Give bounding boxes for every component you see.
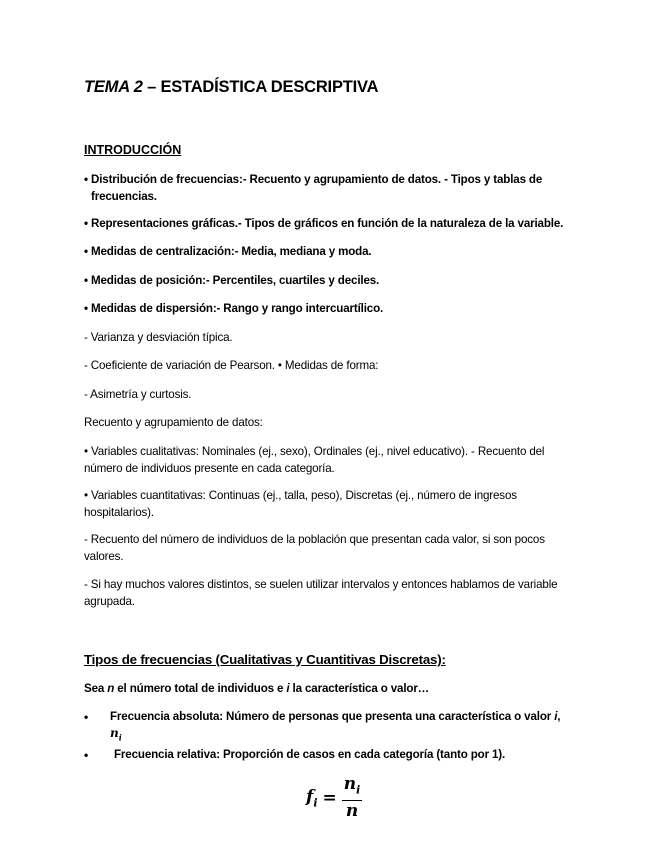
paragraph-line: frecuencias. <box>91 189 157 203</box>
paragraph-varianza: - Varianza y desviación típica. <box>84 331 233 344</box>
paragraph-line: • Distribución de frecuencias:- Recuento y agrupamiento de datos. - Tipos y tablas de <box>84 173 543 186</box>
paragraph-intervalos: - Si hay muchos valores distintos, se suelen utilizar intervalos y entonces hablamos de variable agrupada. <box>84 578 558 608</box>
paragraph-recuento-heading: Recuento y agrupamiento de datos: <box>84 416 263 429</box>
paragraph-asimetria: - Asimetría y curtosis. <box>84 388 192 401</box>
list-text: Frecuencia absoluta: Número de personas que presenta una característica o valor <box>110 710 555 723</box>
intro-heading: INTRODUCCIÓN <box>84 143 182 157</box>
bullet: • <box>84 748 89 762</box>
paragraph-centralizacion: • Medidas de centralización:- Media, mediana y moda. <box>84 245 372 258</box>
list-item-text <box>110 709 580 725</box>
list-var-i: i <box>554 710 558 723</box>
intro-var-i: i <box>286 682 290 695</box>
formula-lhs <box>306 787 318 809</box>
absolute-frequency-symbol <box>110 726 122 742</box>
formula-lhs-sub: i <box>313 796 318 810</box>
title-topic-number: TEMA 2 <box>84 78 143 96</box>
intro-text: la característica o valor… <box>289 682 430 695</box>
formula-denominator: n <box>345 801 359 822</box>
formula-f: f <box>306 787 314 807</box>
paragraph-cualitativas: • Variables cualitativas: Nominales (ej., sexo), Ordinales (ej., nivel educativo). - Recuento del número de individuos presente en cada categoría. <box>84 445 545 475</box>
page-title <box>84 78 378 97</box>
numerator-sub: i <box>356 783 361 797</box>
numerator-n: n <box>343 774 357 794</box>
formula-equals: = <box>322 788 337 809</box>
paragraph-cuantitativas: • Variables cuantitativas: Continuas (ej., talla, peso), Discretas (ej., número de ingresos hospitalarios). <box>84 489 517 519</box>
paragraph-graficas: • Representaciones gráficas.- Tipos de gráficos en función de la naturaleza de la variable. <box>84 217 564 230</box>
paragraph-recuento-individuos: - Recuento del número de individuos de la población que presentan cada valor, si son pocos valores. <box>84 533 545 563</box>
intro-text: el número total de individuos e <box>114 682 287 695</box>
formula-fraction <box>342 775 363 821</box>
intro-var-n: n <box>107 682 115 695</box>
symbol-n: n <box>110 726 119 740</box>
section-intro <box>84 681 570 698</box>
bullet: • <box>84 710 89 724</box>
section-heading-tipos-frecuencias: Tipos de frecuencias (Cualitativas y Cuantitivas Discretas): <box>84 652 446 667</box>
formula-numerator <box>342 775 363 801</box>
paragraph-posicion: • Medidas de posición:- Percentiles, cuartiles y deciles. <box>84 274 380 287</box>
paragraph-dispersion: • Medidas de dispersión:- Rango y rango intercuartílico. <box>84 302 384 315</box>
paragraph-frecuencias <box>84 172 570 205</box>
list-tail: , <box>557 710 561 723</box>
list-item-text: Frecuencia relativa: Proporción de casos en cada categoría (tanto por 1). <box>114 748 506 761</box>
intro-text: Sea <box>84 682 108 695</box>
symbol-sub-i: i <box>118 732 122 743</box>
title-text: – ESTADÍSTICA DESCRIPTIVA <box>142 78 379 96</box>
paragraph-coeficiente: - Coeficiente de variación de Pearson. • Medidas de forma: <box>84 359 379 372</box>
relative-frequency-formula <box>306 775 362 821</box>
